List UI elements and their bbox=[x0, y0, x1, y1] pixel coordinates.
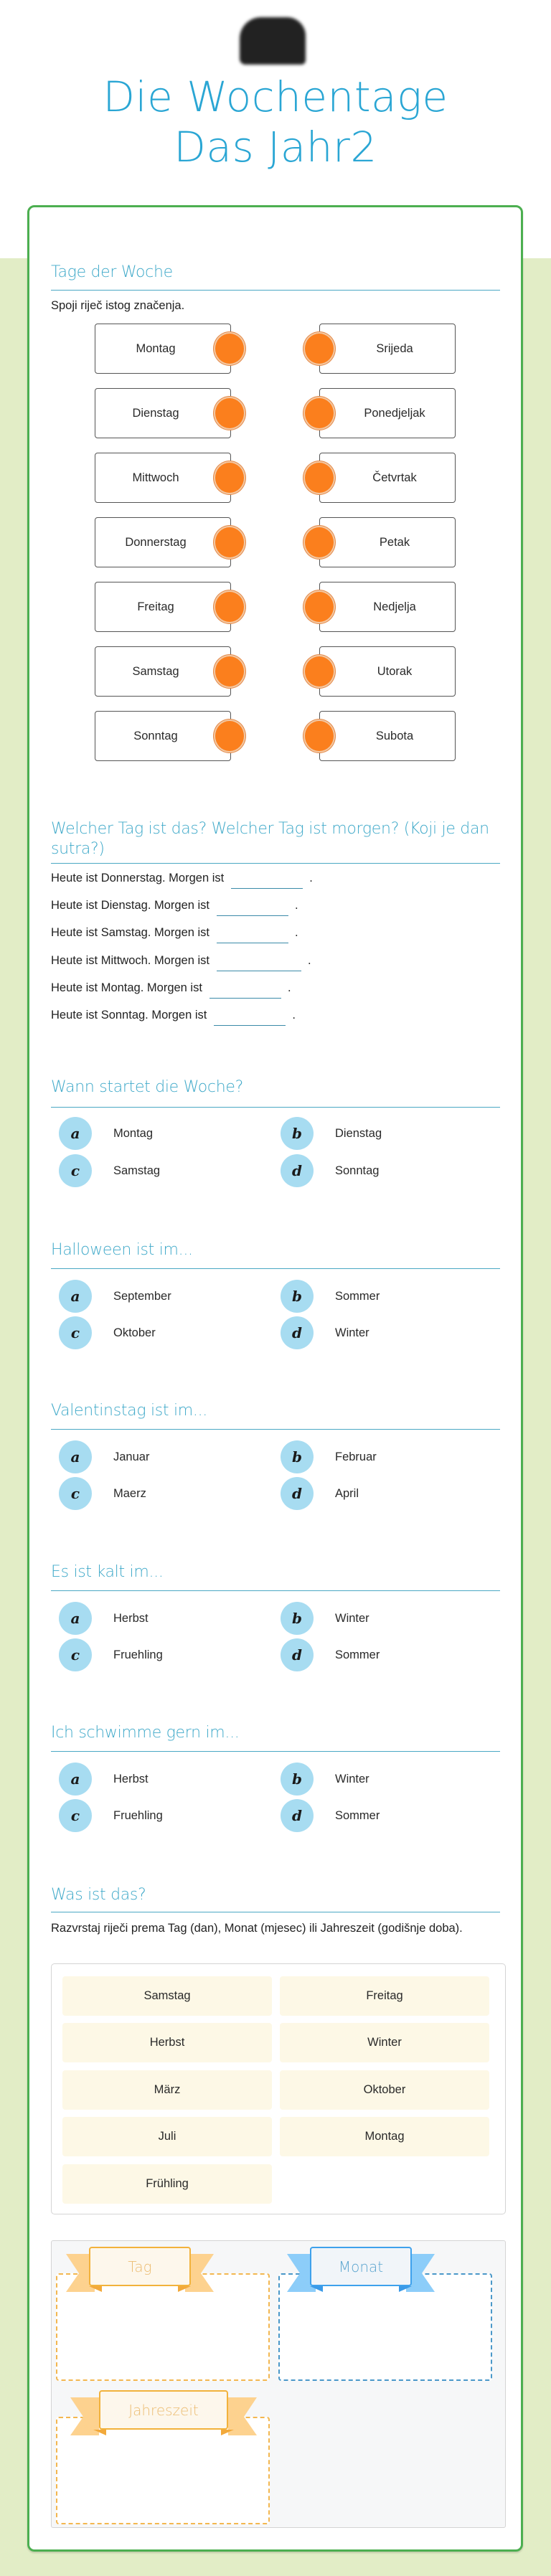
matching-instruction: Spoji riječ istog značenja. bbox=[51, 299, 185, 312]
option-letter-c-icon: c bbox=[59, 1799, 92, 1832]
option-label: Sommer bbox=[335, 1808, 380, 1822]
option-letter-b-icon: b bbox=[281, 1763, 314, 1796]
page-title-line1: Die Wochentage bbox=[103, 72, 448, 121]
fill-in-period: . bbox=[308, 954, 311, 967]
answer-input[interactable] bbox=[231, 872, 303, 889]
word-tile[interactable]: Herbst bbox=[62, 2023, 272, 2062]
option-letter-d-icon: d bbox=[281, 1477, 314, 1510]
fill-in-period: . bbox=[287, 981, 291, 994]
option-label: Montag bbox=[113, 1126, 154, 1140]
match-label: Subota bbox=[375, 729, 414, 742]
match-label: Donnerstag bbox=[125, 535, 187, 549]
section-title-sorting: Was ist das? bbox=[51, 1886, 146, 1904]
quiz-option[interactable] bbox=[59, 1477, 146, 1510]
page-title bbox=[0, 72, 551, 172]
section-divider bbox=[51, 290, 500, 291]
option-label: Winter bbox=[335, 1772, 369, 1785]
section-divider bbox=[51, 863, 500, 864]
option-letter-b-icon: b bbox=[281, 1280, 314, 1313]
quiz-option[interactable] bbox=[59, 1280, 171, 1313]
section-title-quiz: Ich schwimme gern im... bbox=[51, 1724, 240, 1742]
fill-in-prompt: Heute ist Samstag. Morgen ist bbox=[51, 926, 210, 939]
option-label: Winter bbox=[335, 1326, 369, 1339]
option-label: Maerz bbox=[113, 1486, 146, 1500]
quiz-option[interactable] bbox=[59, 1316, 156, 1349]
option-label: Winter bbox=[335, 1611, 369, 1625]
option-label: Fruehling bbox=[113, 1808, 163, 1822]
match-label: Nedjelja bbox=[373, 600, 416, 613]
match-label: Utorak bbox=[377, 664, 413, 678]
quiz-option[interactable] bbox=[281, 1440, 377, 1473]
match-item-left[interactable] bbox=[95, 388, 231, 438]
match-label: Freitag bbox=[137, 600, 174, 613]
quiz-option[interactable] bbox=[59, 1117, 153, 1150]
quiz-option[interactable] bbox=[281, 1280, 380, 1313]
option-label: Sonntag bbox=[335, 1164, 380, 1177]
match-item-right[interactable] bbox=[319, 646, 456, 697]
connector-dot-icon[interactable] bbox=[303, 655, 335, 688]
option-label: September bbox=[113, 1289, 171, 1303]
option-label: Oktober bbox=[113, 1326, 156, 1339]
fill-in-row bbox=[51, 954, 311, 976]
option-letter-a-icon: a bbox=[59, 1440, 92, 1473]
fill-in-prompt: Heute ist Donnerstag. Morgen ist bbox=[51, 872, 225, 884]
answer-input[interactable] bbox=[217, 954, 301, 971]
section-divider bbox=[51, 1590, 500, 1591]
quiz-option[interactable] bbox=[281, 1799, 380, 1832]
fill-in-row bbox=[51, 926, 298, 948]
option-letter-d-icon: d bbox=[281, 1154, 314, 1187]
section-divider bbox=[51, 1751, 500, 1752]
word-tile[interactable]: Samstag bbox=[62, 1976, 272, 2016]
match-item-right[interactable] bbox=[319, 453, 456, 503]
option-letter-a-icon: a bbox=[59, 1602, 92, 1635]
quiz-option[interactable] bbox=[59, 1638, 163, 1671]
answer-input[interactable] bbox=[214, 1009, 286, 1026]
connector-dot-icon[interactable] bbox=[303, 461, 335, 494]
word-tile[interactable]: Frühling bbox=[62, 2164, 272, 2204]
section-title-quiz: Halloween ist im... bbox=[51, 1241, 193, 1259]
option-label: Samstag bbox=[113, 1164, 161, 1177]
match-item-right[interactable] bbox=[319, 388, 456, 438]
connector-dot-icon[interactable] bbox=[214, 526, 245, 559]
option-letter-b-icon: b bbox=[281, 1440, 314, 1473]
fill-in-prompt: Heute ist Montag. Morgen ist bbox=[51, 981, 202, 994]
word-tile[interactable]: Oktober bbox=[280, 2070, 489, 2110]
fill-in-prompt: Heute ist Mittwoch. Morgen ist bbox=[51, 954, 209, 967]
option-label: Januar bbox=[113, 1450, 150, 1463]
option-letter-c-icon: c bbox=[59, 1477, 92, 1510]
answer-input[interactable] bbox=[217, 926, 288, 943]
option-letter-a-icon: a bbox=[59, 1117, 92, 1150]
word-tile[interactable]: Juli bbox=[62, 2117, 272, 2156]
logo bbox=[240, 17, 306, 65]
section-title-quiz: Valentinstag ist im... bbox=[51, 1402, 207, 1420]
option-letter-a-icon: a bbox=[59, 1763, 92, 1796]
section-title-fill-in: Welcher Tag ist das? Welcher Tag ist morgen? (Koji je dan sutra?) bbox=[51, 820, 489, 858]
quiz-option[interactable] bbox=[281, 1763, 369, 1796]
option-label: Februar bbox=[335, 1450, 377, 1463]
word-tile[interactable]: Winter bbox=[280, 2023, 489, 2062]
section-divider bbox=[51, 1268, 500, 1269]
match-item-left[interactable] bbox=[95, 517, 231, 567]
connector-dot-icon[interactable] bbox=[303, 720, 335, 752]
match-item-left[interactable] bbox=[95, 324, 231, 374]
connector-dot-icon[interactable] bbox=[303, 332, 335, 365]
match-label: Četvrtak bbox=[372, 471, 417, 484]
section-title-matching: Tage der Woche bbox=[51, 263, 173, 281]
category-label-monat: Monat bbox=[310, 2247, 412, 2286]
fill-in-period: . bbox=[295, 899, 298, 912]
sorting-instruction: Razvrstaj riječi prema Tag (dan), Monat (mjesec) ili Jahreszeit (godišnje doba). bbox=[51, 1922, 463, 1935]
match-label: Dienstag bbox=[132, 406, 179, 420]
connector-dot-icon[interactable] bbox=[214, 332, 245, 365]
match-label: Ponedjeljak bbox=[364, 406, 425, 420]
quiz-option[interactable] bbox=[281, 1602, 369, 1635]
option-letter-d-icon: d bbox=[281, 1799, 314, 1832]
fill-in-period: . bbox=[292, 1009, 296, 1022]
match-label: Samstag bbox=[132, 664, 179, 678]
answer-input[interactable] bbox=[209, 981, 281, 999]
section-title-quiz: Wann startet die Woche? bbox=[51, 1078, 243, 1096]
match-label: Srijeda bbox=[376, 341, 413, 355]
fill-in-prompt: Heute ist Sonntag. Morgen ist bbox=[51, 1009, 207, 1022]
match-item-left[interactable] bbox=[95, 711, 231, 761]
match-item-right[interactable] bbox=[319, 711, 456, 761]
category-label-jahreszeit: Jahreszeit bbox=[99, 2390, 228, 2430]
connector-dot-icon[interactable] bbox=[214, 720, 245, 752]
option-label: Herbst bbox=[113, 1611, 149, 1625]
fill-in-period: . bbox=[309, 872, 313, 884]
option-label: Herbst bbox=[113, 1772, 149, 1785]
quiz-option[interactable] bbox=[281, 1316, 369, 1349]
option-letter-d-icon: d bbox=[281, 1638, 314, 1671]
word-tile[interactable]: Freitag bbox=[280, 1976, 489, 2016]
connector-dot-icon[interactable] bbox=[303, 397, 335, 430]
match-label: Petak bbox=[379, 535, 410, 549]
connector-dot-icon[interactable] bbox=[303, 590, 335, 623]
option-label: April bbox=[335, 1486, 359, 1500]
quiz-option[interactable] bbox=[59, 1763, 149, 1796]
connector-dot-icon[interactable] bbox=[303, 526, 335, 559]
quiz-option[interactable] bbox=[59, 1602, 149, 1635]
fill-in-period: . bbox=[295, 926, 298, 939]
page-title-line2: Das Jahr2 bbox=[174, 123, 377, 171]
match-item-right[interactable] bbox=[319, 324, 456, 374]
match-label: Sonntag bbox=[133, 729, 178, 742]
quiz-option[interactable] bbox=[281, 1117, 382, 1150]
word-tile[interactable]: März bbox=[62, 2070, 272, 2110]
fill-in-row bbox=[51, 872, 313, 893]
fill-in-row bbox=[51, 981, 291, 1003]
fill-in-row bbox=[51, 899, 298, 920]
connector-dot-icon[interactable] bbox=[214, 397, 245, 430]
connector-dot-icon[interactable] bbox=[214, 655, 245, 688]
word-tile[interactable]: Montag bbox=[280, 2117, 489, 2156]
quiz-option[interactable] bbox=[281, 1477, 359, 1510]
quiz-option[interactable] bbox=[59, 1799, 163, 1832]
match-item-right[interactable] bbox=[319, 582, 456, 632]
quiz-option[interactable] bbox=[281, 1638, 380, 1671]
match-label: Mittwoch bbox=[132, 471, 179, 484]
match-item-left[interactable] bbox=[95, 582, 231, 632]
option-letter-b-icon: b bbox=[281, 1117, 314, 1150]
option-letter-b-icon: b bbox=[281, 1602, 314, 1635]
match-item-left[interactable] bbox=[95, 453, 231, 503]
option-letter-c-icon: c bbox=[59, 1154, 92, 1187]
option-label: Dienstag bbox=[335, 1126, 382, 1140]
option-label: Sommer bbox=[335, 1289, 380, 1303]
match-item-left[interactable] bbox=[95, 646, 231, 697]
answer-input[interactable] bbox=[217, 899, 288, 916]
option-letter-a-icon: a bbox=[59, 1280, 92, 1313]
category-label-tag: Tag bbox=[89, 2247, 191, 2286]
connector-dot-icon[interactable] bbox=[214, 590, 245, 623]
fill-in-prompt: Heute ist Dienstag. Morgen ist bbox=[51, 899, 210, 912]
section-title-quiz: Es ist kalt im... bbox=[51, 1563, 164, 1581]
quiz-option[interactable] bbox=[281, 1154, 379, 1187]
option-letter-c-icon: c bbox=[59, 1638, 92, 1671]
quiz-option[interactable] bbox=[59, 1440, 149, 1473]
section-divider bbox=[51, 1429, 500, 1430]
quiz-option[interactable] bbox=[59, 1154, 160, 1187]
option-letter-c-icon: c bbox=[59, 1316, 92, 1349]
option-letter-d-icon: d bbox=[281, 1316, 314, 1349]
fill-in-row bbox=[51, 1009, 296, 1030]
match-label: Montag bbox=[136, 341, 176, 355]
option-label: Fruehling bbox=[113, 1648, 163, 1661]
option-label: Sommer bbox=[335, 1648, 380, 1661]
section-divider bbox=[51, 1107, 500, 1108]
match-item-right[interactable] bbox=[319, 517, 456, 567]
connector-dot-icon[interactable] bbox=[214, 461, 245, 494]
